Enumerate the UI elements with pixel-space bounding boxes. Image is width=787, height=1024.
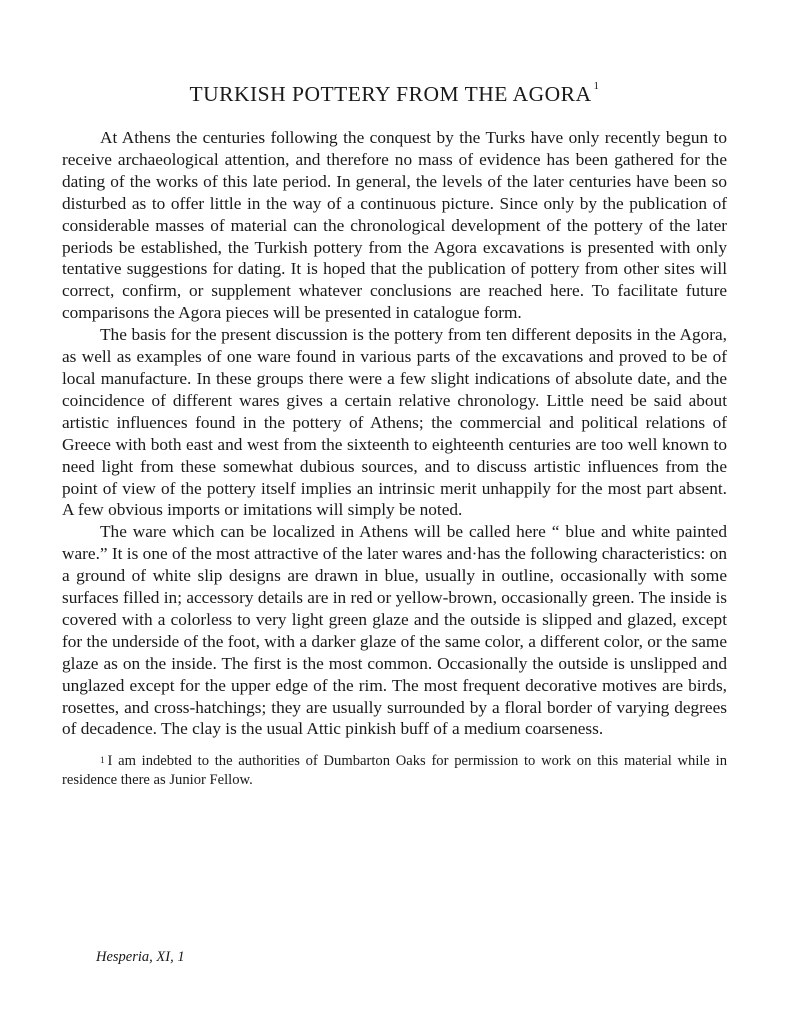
article-title bbox=[62, 82, 727, 107]
title-footnote-mark: 1 bbox=[593, 80, 600, 92]
article-title-text: TURKISH POTTERY FROM THE AGORA bbox=[189, 82, 592, 106]
footnote-mark: 1 bbox=[100, 755, 105, 766]
running-foot: Hesperia, XI, 1 bbox=[96, 949, 185, 965]
paragraph-1: At Athens the centuries following the conquest by the Turks have only recently begun to receive archaeological attention, and therefore no mass of evidence has been gathered for the dating of the works of this late period. In general, the levels of the later centuries have been so disturbed as to offer little in the way of a continuous picture. Since only by the publication of considerable masses of material can the chronological development of the pottery of the later periods be established, the Turkish pottery from the Agora excavations is presented with only tentative suggestions for dating. It is hoped that the publication of pottery from other sites will correct, confirm, or supplement whatever conclusions are reached here. To facilitate future comparisons the Agora pieces will be presented in catalogue form. bbox=[62, 128, 727, 323]
paragraph-2: The basis for the present discussion is the pottery from ten different deposits in the Agora, as well as examples of one ware found in various parts of the excavations and proved to be of local manufacture. In these groups there were a few slight indications of absolute date, and the coincidence of different wares gives a certain relative chronology. Little need be said about artistic influences found in the pottery of Athens; the commercial and political relations of Greece with both east and west from the sixteenth to eighteenth centuries are too well known to need light from these somewhat dubious sources, and to discuss artistic influences from the point of view of the pottery itself implies an intrinsic merit unhappily for the most part absent. A few obvious imports or imitations will simply be noted. bbox=[62, 325, 727, 520]
page-content bbox=[62, 82, 727, 790]
article-body bbox=[62, 127, 727, 740]
footnote bbox=[62, 752, 727, 790]
footnote-text: I am indebted to the authorities of Dumbarton Oaks for permission to work on this material while in residence there as Junior Fellow. bbox=[62, 753, 727, 789]
paragraph-3: The ware which can be localized in Athens will be called here “ blue and white painted ware.” It is one of the most attractive of the later wares and·has the following characteristics: on a ground of white slip designs are drawn in blue, usually in outline, occasionally with some surfaces filled in; accessory details are in red or yellow-brown, occasionally green. The inside is covered with a colorless to very light green glaze and the outside is slipped and glazed, except for the underside of the foot, with a darker glaze of the same color, a different color, or the same glaze as on the inside. The first is the most common. Occasionally the outside is unslipped and unglazed except for the upper edge of the rim. The most frequent decorative motives are birds, rosettes, and cross-hatchings; they are usually surrounded by a floral border of varying degrees of decadence. The clay is the usual Attic pinkish buff of a medium coarseness. bbox=[62, 522, 727, 739]
